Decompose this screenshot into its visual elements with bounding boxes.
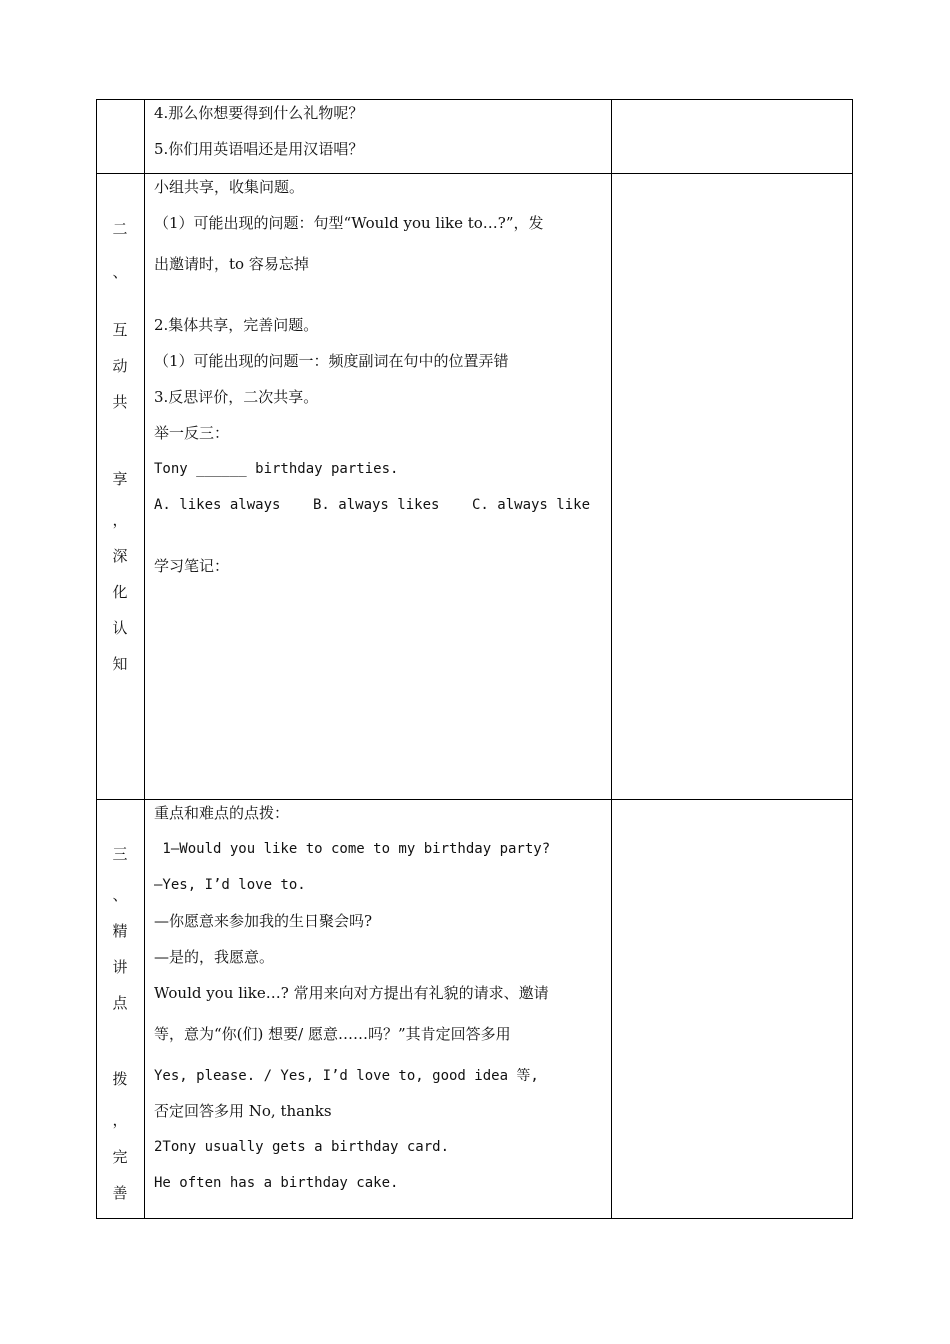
text-line: 出邀请时，to 容易忘掉 (154, 255, 309, 273)
label-char: 点 (112, 994, 128, 1012)
label-char: 完 (112, 1148, 128, 1166)
text-line: 小组共享，收集问题。 (154, 178, 305, 196)
table-border-bottom (96, 1218, 853, 1219)
text-line: （1）可能出现的问题一：频度副词在句中的位置弄错 (154, 352, 509, 370)
text-line: Would you like…? 常用来向对方提出有礼貌的请求、邀请 (154, 984, 549, 1002)
text-line: 2.集体共享，完善问题。 (154, 316, 319, 334)
text-line: 2Tony usually gets a birthday card. (154, 1139, 450, 1155)
option-c: C. always like (472, 497, 591, 513)
option-b: B. always likes (313, 497, 440, 513)
label-char: 共 (112, 393, 128, 411)
label-char: 三 (112, 845, 128, 863)
label-char: 、 (112, 263, 128, 281)
text-line: 等，意为“你(们) 想要/ 愿意……吗？”其肯定回答多用 (154, 1025, 511, 1043)
label-char: 互 (112, 321, 128, 339)
label-char: 享 (112, 470, 128, 488)
text-line: （1）可能出现的问题：句型“Would you like to…?”，发 (154, 214, 544, 232)
text-line: 1—Would you like to come to my birthday party? (154, 841, 551, 857)
text-line: —你愿意来参加我的生日聚会吗? (154, 912, 373, 930)
study-notes-label: 学习笔记： (154, 557, 230, 575)
text-line: Yes, please. / Yes, I’d love to, good idea 等, (154, 1068, 539, 1084)
question-5: 5.你们用英语唱还是用汉语唱？ (154, 140, 364, 158)
row-divider-2 (96, 799, 853, 800)
column-divider-1 (144, 99, 145, 1219)
label-char: 讲 (112, 958, 128, 976)
question-4: 4.那么你想要得到什么礼物呢？ (154, 104, 364, 122)
label-char: 化 (112, 583, 128, 601)
table-border-top (96, 99, 853, 100)
label-char: 认 (112, 619, 128, 637)
text-line: 否定回答多用 No, thanks (154, 1102, 332, 1120)
label-char: 知 (112, 655, 128, 673)
text-line: 重点和难点的点拨： (154, 804, 290, 822)
exercise-sentence: Tony ______ birthday parties. (154, 461, 399, 477)
label-char: 深 (112, 547, 128, 565)
label-char: 精 (112, 922, 128, 940)
label-char: 动 (112, 357, 128, 375)
text-line: —Yes, I’d love to. (154, 877, 306, 893)
label-char: ， (112, 511, 128, 529)
label-char: 善 (112, 1184, 128, 1202)
text-line: He often has a birthday cake. (154, 1175, 399, 1191)
text-line: —是的，我愿意。 (154, 948, 275, 966)
label-char: ， (112, 1111, 128, 1129)
label-char: 二 (112, 220, 128, 238)
column-divider-2 (611, 99, 612, 1219)
label-char: 、 (112, 886, 128, 904)
text-line: 举一反三： (154, 424, 230, 442)
text-line: 3.反思评价，二次共享。 (154, 388, 319, 406)
option-a: A. likes always (154, 497, 281, 513)
table-border-right (852, 99, 853, 1219)
label-char: 拨 (112, 1070, 128, 1088)
row-divider-1 (96, 173, 853, 174)
